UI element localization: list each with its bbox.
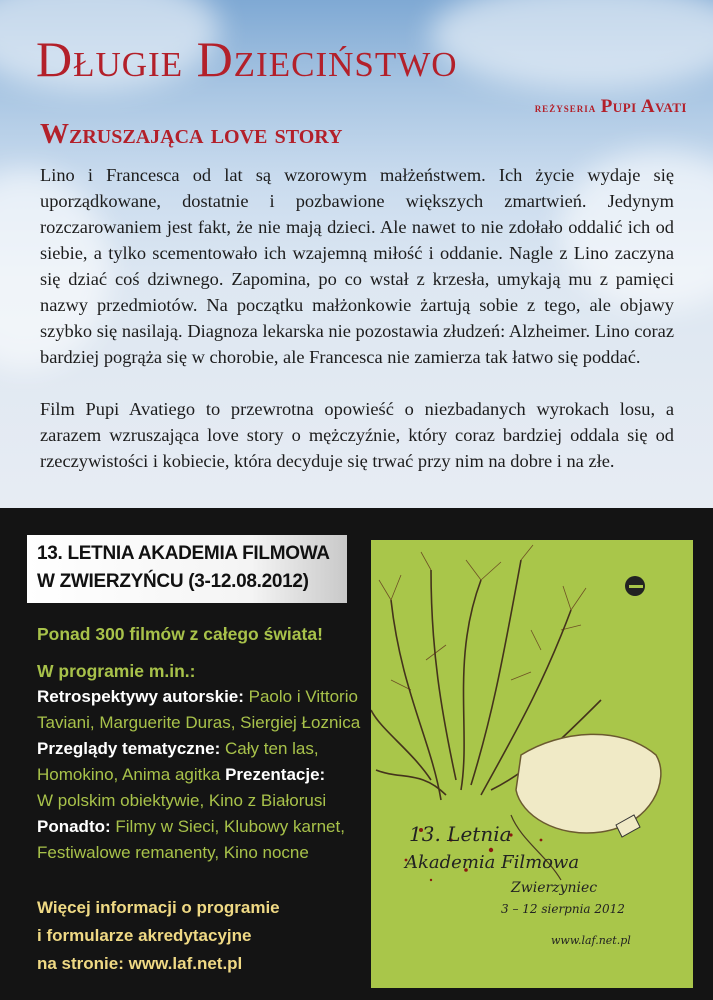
reviews-row-2 bbox=[37, 762, 357, 788]
description-paragraph-2: Film Pupi Avatiego to przewrotna opowieść o niezbadanych wyrokach losu, a zarazem wzruszająca love story o mężczyźnie, który coraz bardziej oddala się od rzeczywistości i kobiecie, która decyduje się trwać przy nim na dobre i na złe. bbox=[40, 399, 674, 471]
program-heading: W programie m.in.: bbox=[37, 661, 196, 681]
festival-tagline: Ponad 300 filmów z całego świata! bbox=[37, 624, 323, 644]
retro-label: Retrospektywy autorskie: bbox=[37, 687, 244, 706]
director-name: Pupi Avati bbox=[600, 96, 687, 117]
also-line-1: Filmy w Sieci, Klubowy karnet, bbox=[115, 817, 345, 836]
retro-row bbox=[37, 684, 357, 710]
more-info-line-1: Więcej informacji o programie bbox=[37, 898, 280, 917]
reviews-row bbox=[37, 736, 357, 762]
cloud-shape bbox=[430, 0, 713, 90]
program-list bbox=[37, 684, 361, 866]
also-line-2: Festiwalowe remanenty, Kino nocne bbox=[37, 843, 309, 862]
description-paragraph-1: Lino i Francesca od lat są wzorowym małżeństwem. Ich życie wydaje się uporządkowane, dostatnie i pozbawione większych zmartwień. Jedynym rozczarowaniem jest fakt, że nie mają dzieci. Ale nawet to nie zdołało oddalić ich od siebie, a tylko scementowało ich wzajemną miłość i oddanie. Nagle z Lino zaczyna się dziać coś dziwnego. Zapomina, po co wstał z krzesła, umykają mu z pamięci nazwy przedmiotów. Na początku małżonkowie żartują sobie z tego, ale objawy szybko się nasilają. Diagnoza lekarska nie pozostawia złudzeń: Alzheimer. Lino coraz bardziej pogrąża się w chorobie, ale Francesca nie zamierza tak łatwo się poddać. bbox=[40, 165, 674, 367]
banner-line-2: W ZWIERZYŃCU (3-12.08.2012) bbox=[37, 571, 309, 592]
reviews-line-2: Homokino, Anima agitka bbox=[37, 765, 221, 784]
director-credit bbox=[535, 96, 687, 118]
film-subtitle: Wzruszająca love story bbox=[40, 118, 343, 150]
reviews-label: Przeglądy tematyczne: bbox=[37, 739, 221, 758]
festival-section bbox=[0, 508, 713, 1000]
presentations-label: Prezentacje: bbox=[225, 765, 326, 784]
more-info-line-3: na stronie: www.laf.net.pl bbox=[37, 954, 243, 973]
poster-line-4: 3 – 12 sierpnia 2012 bbox=[501, 902, 625, 916]
also-row bbox=[37, 814, 357, 840]
film-title: Długie Dzieciństwo bbox=[36, 31, 458, 87]
poster-line-1: 13. Letnia bbox=[409, 822, 512, 846]
poster-line-3: Zwierzyniec bbox=[511, 880, 598, 896]
film-description bbox=[40, 162, 674, 500]
festival-poster bbox=[371, 540, 693, 988]
retro-line-1: Paolo i Vittorio bbox=[248, 687, 358, 706]
more-info-line-2: i formularze akredytacyjne bbox=[37, 926, 252, 945]
retro-line-2: Taviani, Marguerite Duras, Siergiej Łoznica bbox=[37, 713, 361, 732]
poster-line-2: Akademia Filmowa bbox=[405, 852, 580, 873]
banner-line-1: 13. LETNIA AKADEMIA FILMOWA bbox=[37, 543, 330, 564]
also-label: Ponadto: bbox=[37, 817, 111, 836]
reviews-line-1: Cały ten las, bbox=[225, 739, 319, 758]
poster-url: www.laf.net.pl bbox=[551, 934, 631, 947]
presentations-line: W polskim obiektywie, Kino z Białorusi bbox=[37, 791, 327, 810]
festival-banner bbox=[27, 535, 347, 603]
director-label: reżyseria bbox=[534, 100, 597, 115]
poster-illustration bbox=[371, 540, 693, 988]
